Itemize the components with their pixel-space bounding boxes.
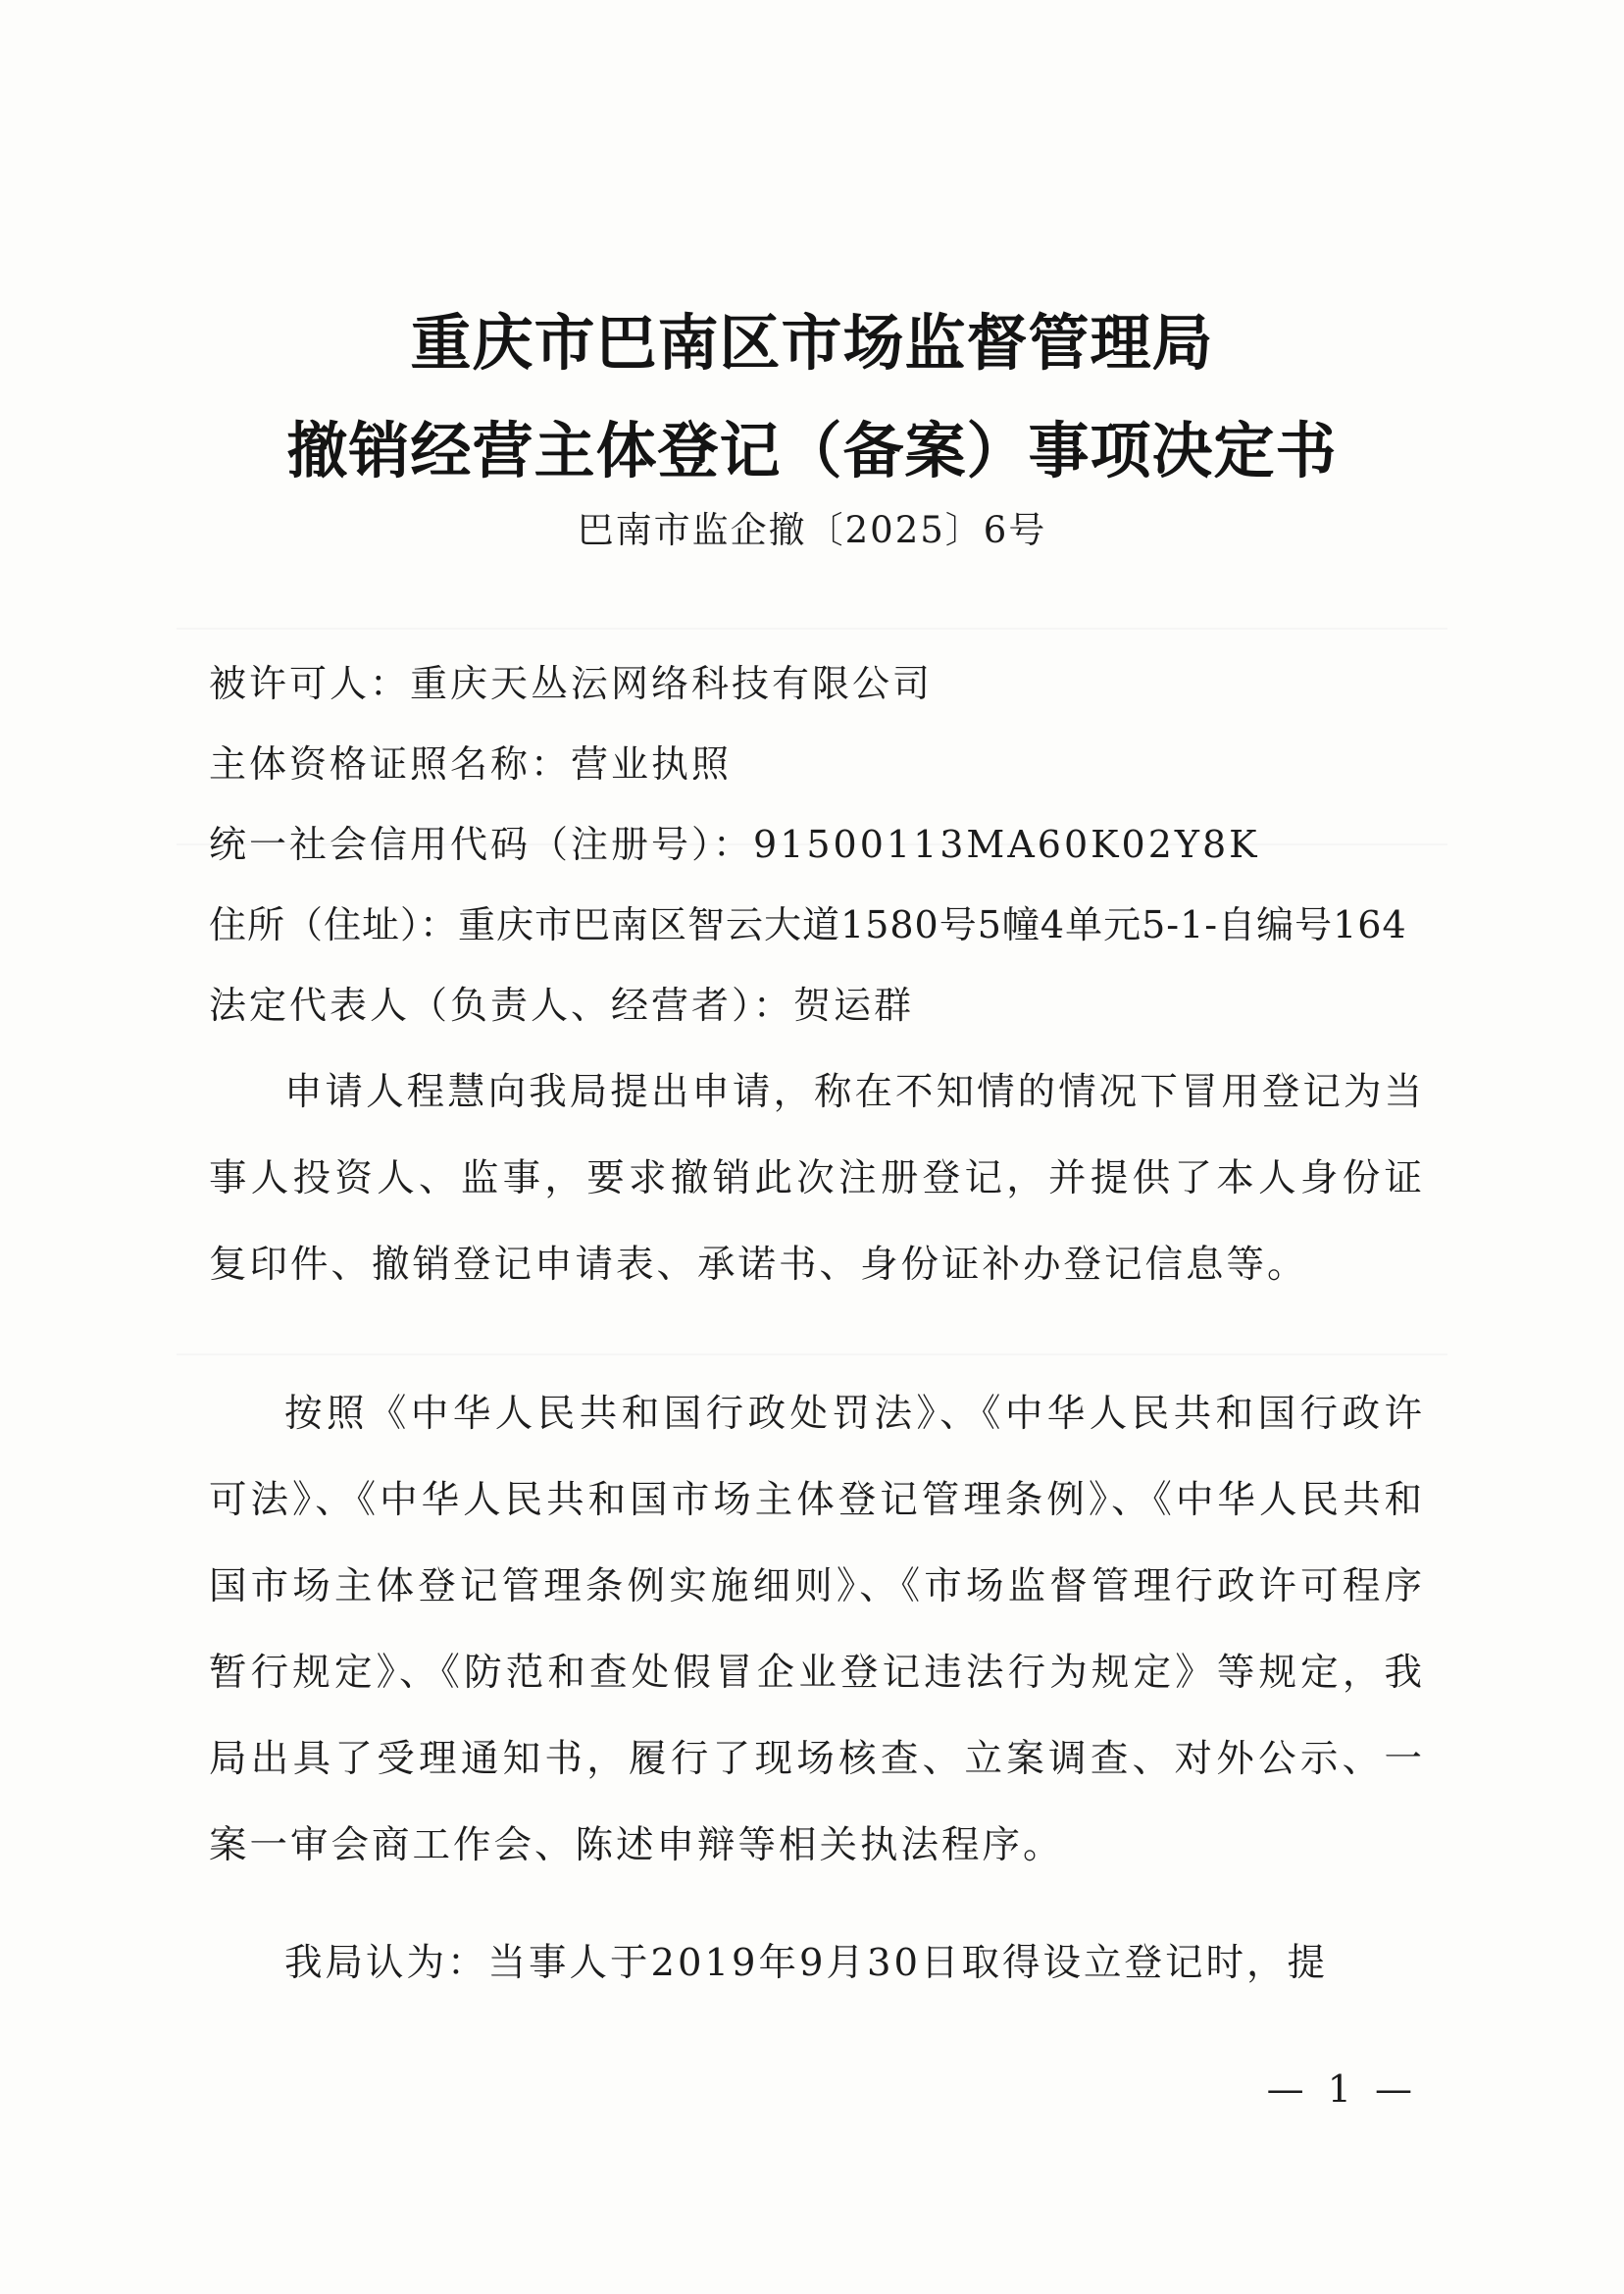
field-label: 统一社会信用代码（注册号）：: [209, 823, 754, 866]
scan-artifact: [177, 1353, 1447, 1355]
document-title-line2: 撤销经营主体登记（备案）事项决定书: [286, 415, 1338, 486]
document-number: 巴南市监企撤〔2025〕6号: [577, 509, 1047, 551]
field-label: 主体资格证照名称：: [209, 742, 572, 786]
paragraph-legal-basis: 按照《中华人民共和国行政处罚法》、《中华人民共和国行政许可法》、《中华人民共和国市场主体登记管理条例》、《中华人民共和国市场主体登记管理条例实施细则》、《市场监督管理行政许可程序暂行规定》、《防范和查处假冒企业登记违法行为规定》等规定，我局出具了受理通知书，履行了现场核查、立案调查、对外公示、一案一审会商工作会、陈述申辩等相关执法程序。: [209, 1392, 1425, 1867]
paragraph-application: 申请人程慧向我局提出申请，称在不知情的情况下冒用登记为当事人投资人、监事，要求撤销此次注册登记，并提供了本人身份证复印件、撤销登记申请表、承诺书、身份证补办登记信息等。: [209, 1070, 1425, 1287]
document-title-line1: 重庆市巴南区市场监督管理局: [410, 307, 1214, 379]
field-value: 91500113MA60K02Y8K: [753, 823, 1260, 866]
field-label: 被许可人：: [209, 662, 411, 705]
page-number: — 1 —: [1266, 2067, 1418, 2111]
field-legal-representative: [209, 981, 1425, 1030]
field-label: 法定代表人（负责人、经营者）：: [209, 984, 794, 1027]
field-license-name: [209, 739, 1425, 789]
field-label: 住所（住址）：: [209, 903, 459, 946]
field-value: 重庆市巴南区智云大道1580号5幢4单元5-1-自编号164: [458, 903, 1407, 946]
scan-artifact: [177, 628, 1447, 630]
field-licensee: [209, 659, 1425, 708]
field-value: 重庆天丛沄网络科技有限公司: [410, 662, 934, 705]
paragraph-finding: 我局认为：当事人于2019年9月30日取得设立登记时，提: [284, 1941, 1328, 1985]
field-value: 贺运群: [793, 984, 915, 1027]
field-value: 营业执照: [571, 742, 733, 786]
field-credit-code: [209, 820, 1425, 869]
field-address: [209, 900, 1425, 949]
